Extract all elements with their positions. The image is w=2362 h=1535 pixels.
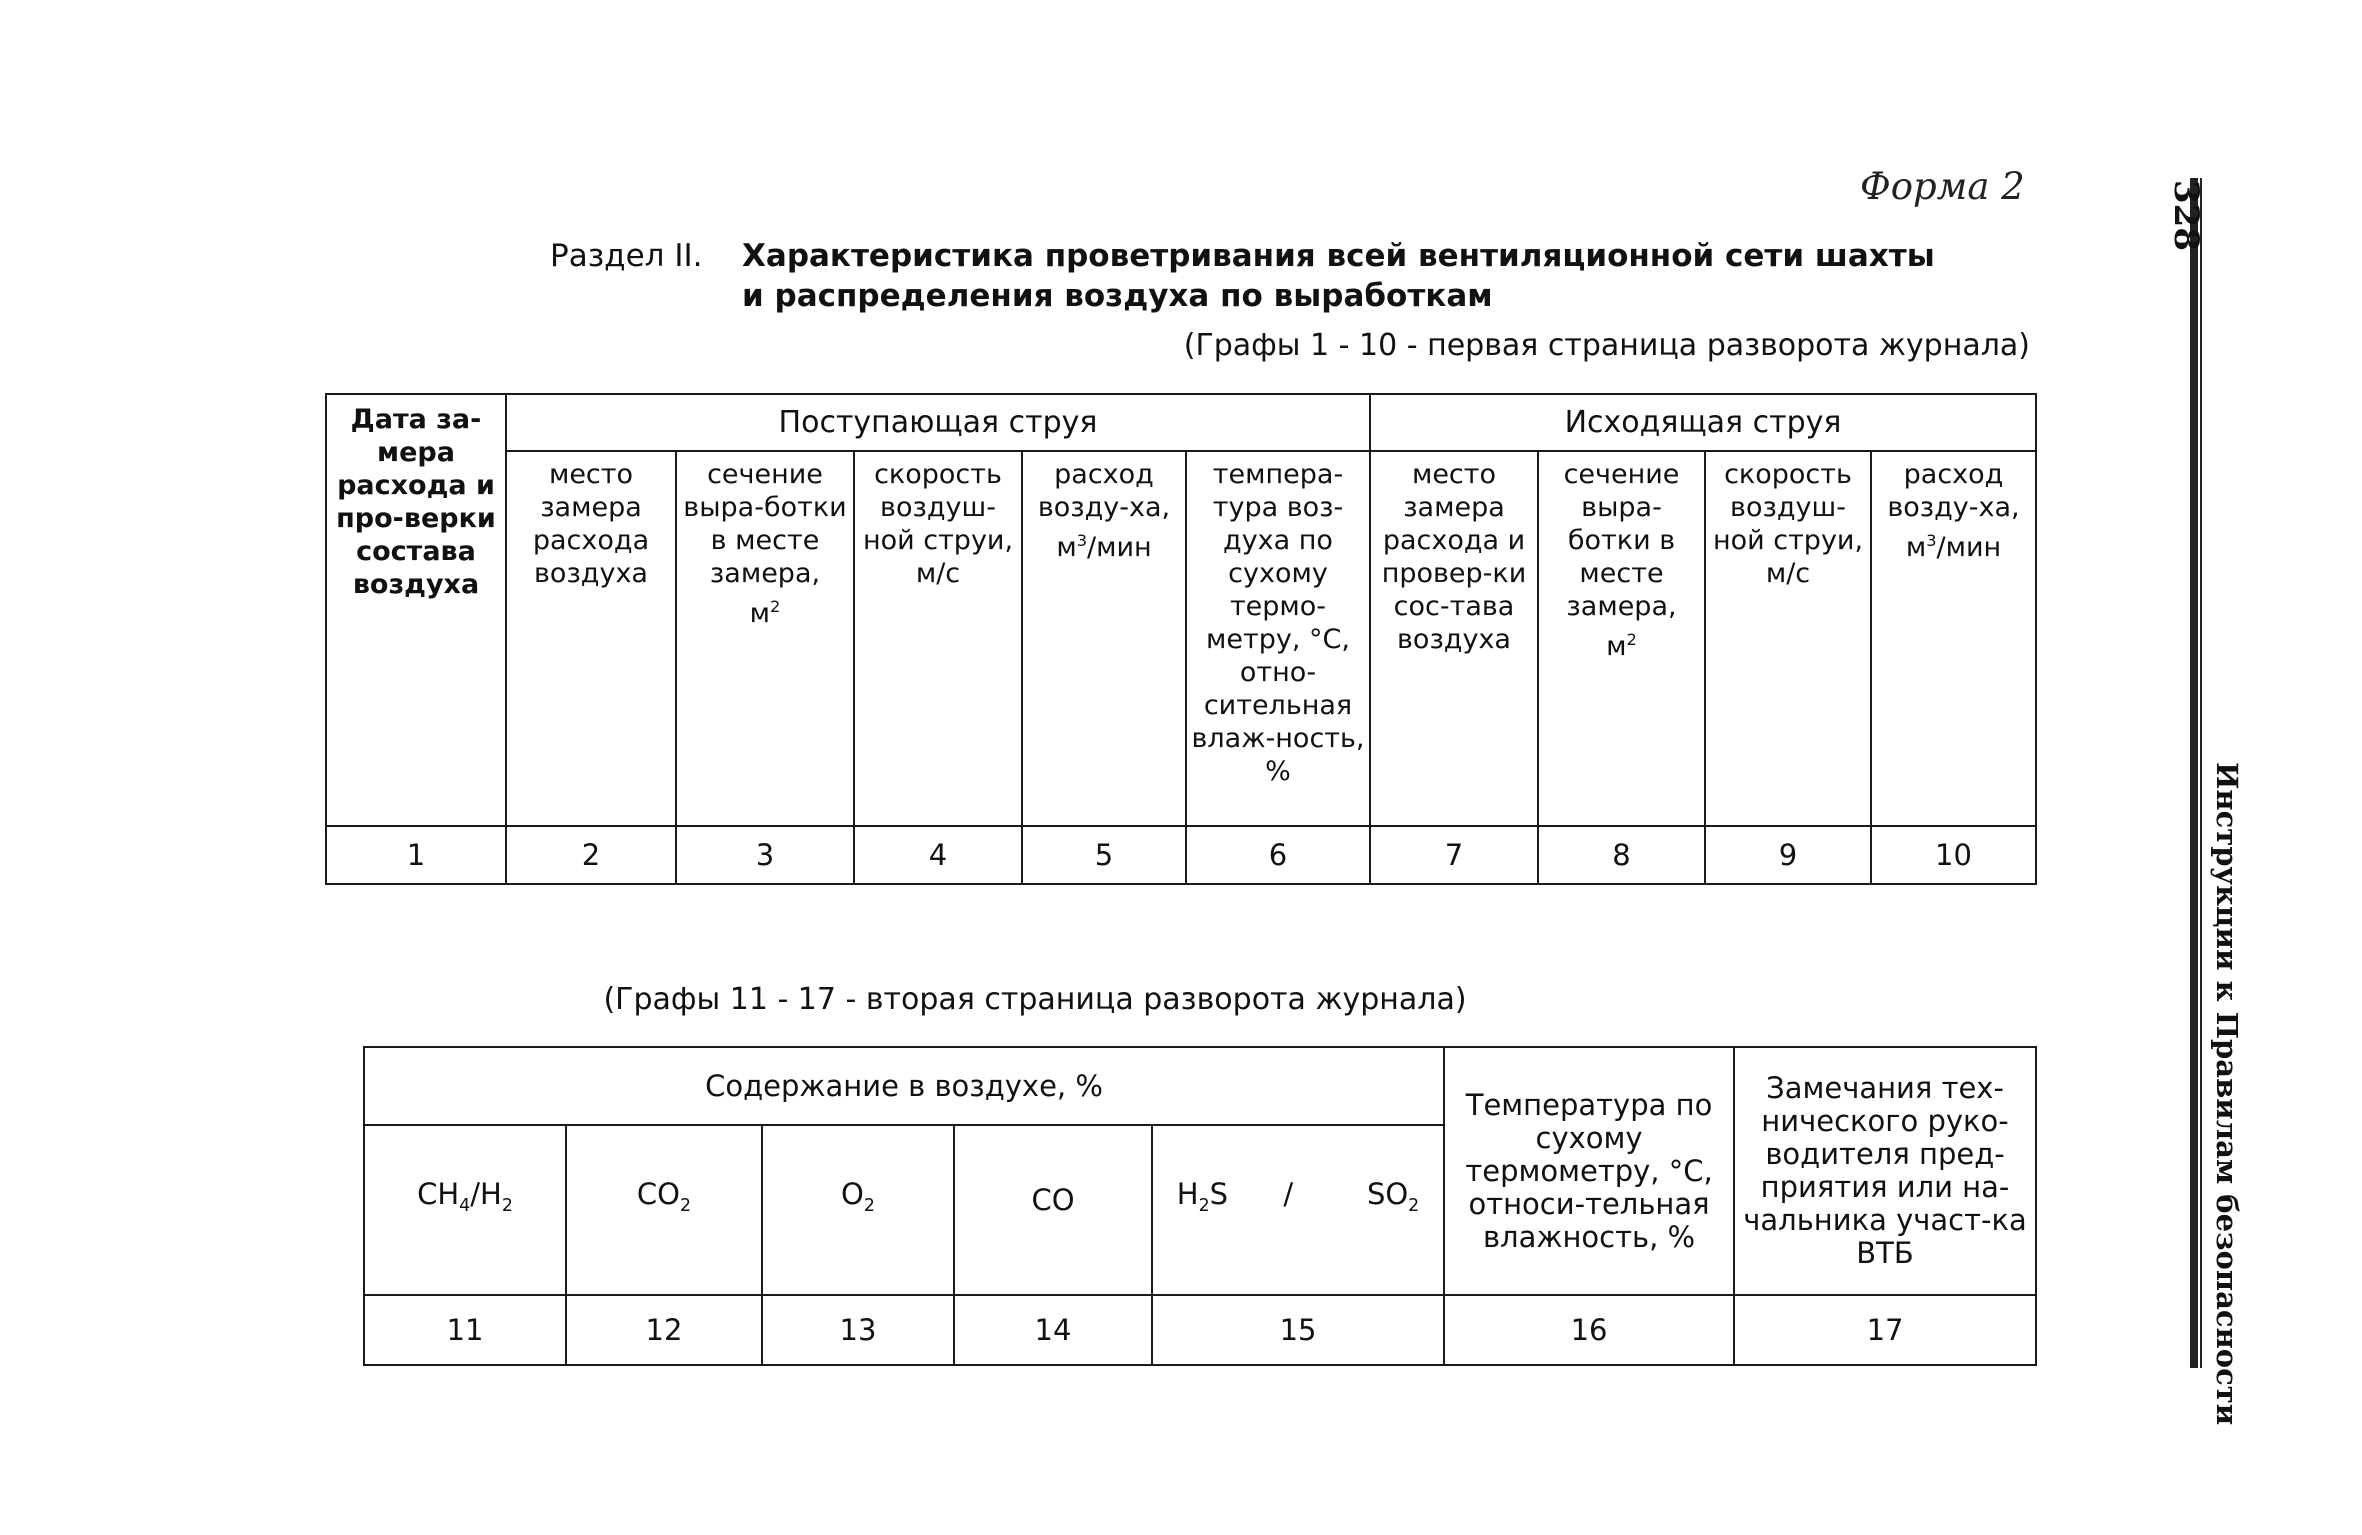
- so2-sub: 2: [1408, 1195, 1420, 1216]
- out-flow-text: расход возду-ха,: [1887, 459, 2020, 523]
- header-outgoing-stream: Исходящая струя: [1370, 394, 2036, 451]
- header-out-flow: [1871, 451, 2036, 826]
- header-remarks: Замечания тех-нического руко-водителя пред-приятия или на-чальника участ-ка ВТБ: [1734, 1047, 2036, 1295]
- h2s-s-label: S: [1209, 1176, 1229, 1211]
- header-out-section: [1538, 451, 1705, 826]
- h2-label: /H: [470, 1176, 502, 1211]
- co2-label: CO: [636, 1176, 680, 1211]
- ventilation-table-first: [325, 393, 2037, 885]
- column-number: 1: [326, 826, 506, 884]
- ventilation-table-second: [363, 1046, 2037, 1366]
- column-number: 11: [364, 1295, 566, 1365]
- in-flow-unit-min: /мин: [1087, 532, 1152, 563]
- so2-label: SO: [1366, 1176, 1409, 1211]
- column-number: 14: [954, 1295, 1152, 1365]
- header-temperature: Температура по сухому термометру, °С, относи-тельная влажность, %: [1444, 1047, 1734, 1295]
- out-section-text: сечение выра-ботки в месте замера,: [1563, 459, 1680, 622]
- header-h2s-so2: [1152, 1125, 1444, 1295]
- section-heading: Характеристика проветривания всей вентиляционной сети шахты и распределения воздуха по выработкам: [742, 238, 1935, 314]
- in-section-sup: 2: [770, 597, 781, 616]
- header-in-section: [676, 451, 854, 826]
- header-in-place: место замера расхода воздуха: [506, 451, 676, 826]
- in-flow-sup: 3: [1076, 531, 1087, 550]
- running-title: Инструкции к Правилам безопасности: [2210, 762, 2244, 1426]
- header-air-content: Содержание в воздухе, %: [364, 1047, 1444, 1125]
- o2-label: O: [841, 1176, 864, 1211]
- ch4-sub: 4: [459, 1195, 471, 1216]
- margin-rule-thick: [2190, 178, 2198, 1368]
- header-in-speed: скорость воздуш-ной струи, м/с: [854, 451, 1022, 826]
- header-date: Дата за-мера расхода и про-верки состава воздуха: [326, 394, 506, 826]
- out-flow-unit-min: /мин: [1936, 532, 2002, 563]
- in-flow-text: расход возду-ха,: [1037, 459, 1171, 523]
- form-label: Форма 2: [1860, 165, 2025, 208]
- column-number: 6: [1186, 826, 1370, 884]
- header-out-speed: скорость воздуш-ной струи, м/с: [1705, 451, 1871, 826]
- header-incoming-stream: Поступающая струя: [506, 394, 1370, 451]
- column-number: 9: [1705, 826, 1871, 884]
- h2s-sub: 2: [1198, 1195, 1210, 1216]
- co-label: CO: [1031, 1182, 1075, 1217]
- in-section-text: сечение выра-ботки в месте замера,: [683, 459, 847, 589]
- column-number: 10: [1871, 826, 2036, 884]
- ch4-label: CH: [417, 1176, 460, 1211]
- in-section-unit: м: [749, 598, 771, 629]
- column-number: 8: [1538, 826, 1705, 884]
- column-number: 16: [1444, 1295, 1734, 1365]
- column-number: 3: [676, 826, 854, 884]
- out-flow-sup: 3: [1926, 531, 1937, 550]
- out-section-sup: 2: [1626, 630, 1637, 649]
- header-co: [954, 1125, 1152, 1295]
- column-number: 2: [506, 826, 676, 884]
- slash-label: /: [1283, 1176, 1294, 1211]
- subtitle-second-page: (Графы 11 - 17 - вторая страница разворота журнала): [603, 982, 1467, 1017]
- header-out-place: место замера расхода и провер-ки сос-тава воздуха: [1370, 451, 1538, 826]
- header-in-temperature: темпера-тура воз-духа по сухому термо-метру, °С, отно-сительная влаж-ность, %: [1186, 451, 1370, 826]
- header-o2: [762, 1125, 954, 1295]
- header-co2: [566, 1125, 762, 1295]
- header-ch4-h2: [364, 1125, 566, 1295]
- h2-sub: 2: [501, 1195, 513, 1216]
- subtitle-first-page: (Графы 1 - 10 - первая страница разворота журнала): [1183, 328, 2030, 363]
- column-number: 15: [1152, 1295, 1444, 1365]
- section-number: Раздел II.: [550, 238, 703, 274]
- in-flow-unit: м: [1056, 532, 1077, 563]
- out-flow-unit: м: [1905, 532, 1927, 563]
- o2-sub: 2: [863, 1195, 875, 1216]
- column-number: 5: [1022, 826, 1186, 884]
- header-in-flow: [1022, 451, 1186, 826]
- margin-rule-thin: [2200, 178, 2202, 1368]
- out-section-unit: м: [1606, 631, 1627, 662]
- page-number: 328: [2166, 180, 2206, 251]
- co2-sub: 2: [680, 1195, 692, 1216]
- h2s-label: H: [1176, 1176, 1199, 1211]
- column-number: 7: [1370, 826, 1538, 884]
- column-number: 12: [566, 1295, 762, 1365]
- column-number: 4: [854, 826, 1022, 884]
- column-number: 13: [762, 1295, 954, 1365]
- column-number: 17: [1734, 1295, 2036, 1365]
